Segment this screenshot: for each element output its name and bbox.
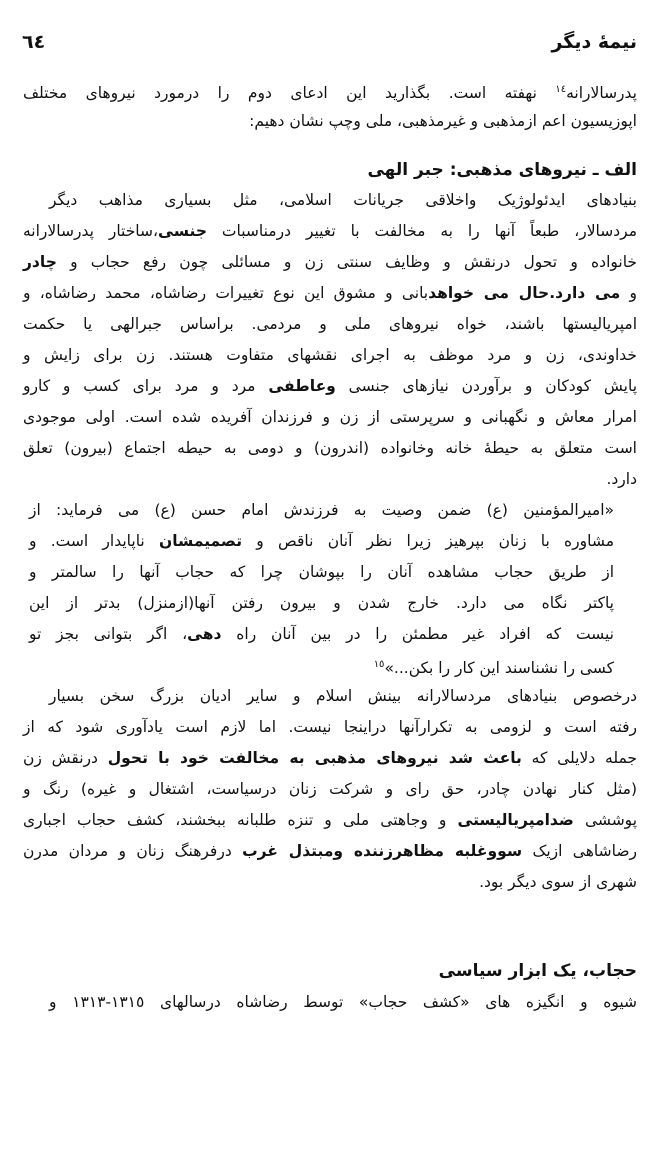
bold-text: چادر xyxy=(23,253,57,271)
text-line xyxy=(23,467,637,491)
text-segment: خانواده و تحول درنقش و وظایف سنتی زن و مسائلی چون رفع حجاب و xyxy=(56,253,637,271)
text-line xyxy=(23,219,637,243)
text-line xyxy=(23,746,637,770)
text-segment: درخصوص بنیادهای مردسالارانه بینش اسلام و سایر ادیان بزرگ سخن بسیار xyxy=(49,687,637,705)
text-line xyxy=(23,374,637,398)
text-segment: ، اگر بتوانی بجز تو xyxy=(29,625,188,643)
text-line xyxy=(23,405,637,429)
text-segment: مرد و مرد برای کسب و کارو xyxy=(23,377,269,395)
footnote-ref: ١٥ xyxy=(373,659,385,670)
running-header-title: نیمهٔ دیگر xyxy=(551,31,637,53)
text-segment: پوششی xyxy=(573,811,638,829)
text-segment: و xyxy=(620,284,637,302)
text-line xyxy=(23,839,637,863)
text-line xyxy=(23,715,637,739)
text-segment: بنیادهای ایدئولوژیک واخلاقی جریانات اسلامی، مثل بسیاری مذاهب دیگر xyxy=(49,191,637,209)
bold-text: تصمیمشان xyxy=(159,532,243,550)
text-line xyxy=(23,777,637,801)
text-segment: مشاوره با زنان بپرهیز زیرا نظر آنان ناقص و xyxy=(242,532,614,550)
text-line xyxy=(23,436,637,460)
quote-line xyxy=(29,591,614,615)
bold-text: وعاطفی xyxy=(268,377,336,395)
text-segment: کسی را نشناسند این کار را بکن...» xyxy=(384,659,614,678)
footnote-ref: ١٤ xyxy=(555,84,567,95)
text-segment: اپوزیسیون اعم ازمذهبی و غیرمذهبی، ملی وچپ نشان دهیم: xyxy=(249,112,637,130)
text-segment: نهفته است. بگذارید این ادعای دوم را درمورد نیروهای مختلف xyxy=(23,84,556,103)
text-segment: رفته است و لزومی به تکرارآنها دراینجا نیست. اما لازم است یادآوری شود که از xyxy=(23,718,637,736)
text-segment: مردسالار، طبعاً آنها را به مخالفت با تغییر درمناسبات xyxy=(206,222,637,240)
text-segment: رضاشاهی ازیک xyxy=(522,842,637,860)
text-segment: امرار معاش و نگهبانی و سرپرستی از زن و فرزندان آفریده شده است. اولی موجودی xyxy=(23,408,637,426)
bold-text: باعث شد نیروهای مذهبی به مخالفت خود با تحول xyxy=(107,749,522,767)
section-heading: حجاب، یک ابزار سیاسی xyxy=(438,961,637,981)
text-segment: (مثل کنار نهادن چادر، حق رای و شرکت زنان درسیاست، اشتغال و غیره) رنگ و xyxy=(23,780,637,798)
text-line xyxy=(23,78,637,105)
text-segment: درفرهنگ زنان و مردان مدرن xyxy=(23,842,243,860)
text-segment: است متعلق به حیطهٔ خانه وخانواده (اندرون) و دومی به حیطه اجتماع (بیرون) تعلق xyxy=(23,439,637,457)
text-segment: خداوندی، زن و مرد موظف به اجرای نقشهای متفاوت هستند. زن برای زایش و xyxy=(23,346,637,364)
quote-line xyxy=(29,622,614,646)
text-segment: پاکتر نگاه می دارد. خارج شدن و بیرون رفتن آنها(ازمنزل) بدتر از این xyxy=(29,594,614,612)
quote-line xyxy=(29,560,614,584)
text-line xyxy=(23,312,637,336)
text-line xyxy=(23,281,637,305)
text-segment: دارد. xyxy=(606,470,637,488)
text-segment: از طریق حجاب مشاهده آنان را بپوشان چرا که حجاب آنها را سالمتر و xyxy=(29,563,614,581)
text-line xyxy=(49,188,637,212)
text-segment: ناپایدار است. و xyxy=(29,532,159,550)
text-segment: درنقش زن xyxy=(23,749,108,767)
text-line xyxy=(23,870,637,894)
text-segment: ،ساختار پدرسالارانه xyxy=(23,222,159,240)
text-segment: امپریالیستها باشند، خواه نیروهای ملی و مردمی. براساس جبرالهی یا حکمت xyxy=(23,315,637,333)
text-segment: «امیرالمؤمنین (ع) ضمن وصیت به فرزندش امام حسن (ع) می فرماید: از xyxy=(29,501,614,519)
section-heading: الف ـ نیروهای مذهبی: جبر الهی xyxy=(367,160,637,180)
text-line xyxy=(23,808,637,832)
text-segment: پایش کودکان و برآوردن نیازهای جنسی xyxy=(335,377,638,395)
text-line xyxy=(23,343,637,367)
text-segment: جمله دلایلی که xyxy=(521,749,638,767)
quote-line xyxy=(29,529,614,553)
text-segment: و وجاهتی ملی و تنزه طلبانه ببخشند، کشف حجاب اجباری xyxy=(23,811,458,829)
text-segment: شیوه و انگیزه های «کشف حجاب» توسط رضاشاه درسالهای ١٣١٥-١٣١٣ و xyxy=(49,993,637,1011)
text-line xyxy=(23,250,637,274)
page-number: ٦٤ xyxy=(22,31,46,53)
text-line xyxy=(23,109,637,133)
quote-line xyxy=(29,498,614,522)
text-segment: شهری از سوی دیگر بود. xyxy=(479,873,637,891)
bold-text: می دارد.حال می خواهد xyxy=(428,284,621,302)
bold-text: ضدامپریالیستی xyxy=(457,811,574,829)
text-line xyxy=(49,684,637,708)
bold-text: جنسی xyxy=(158,222,207,240)
text-line xyxy=(49,990,637,1014)
quote-line xyxy=(29,653,614,680)
text-segment: پدرسالارانه xyxy=(566,84,637,103)
bold-text: سووغلبه مظاهرزننده ومبتذل غرب xyxy=(242,842,523,860)
text-segment: بانی و مشوق این نوع تغییرات رضاشاه، محمد رضاشاه، و xyxy=(23,284,429,302)
text-segment: نیست که افراد غیر مطمئن را در بین آنان راه xyxy=(221,625,614,643)
bold-text: دهی xyxy=(187,625,222,643)
